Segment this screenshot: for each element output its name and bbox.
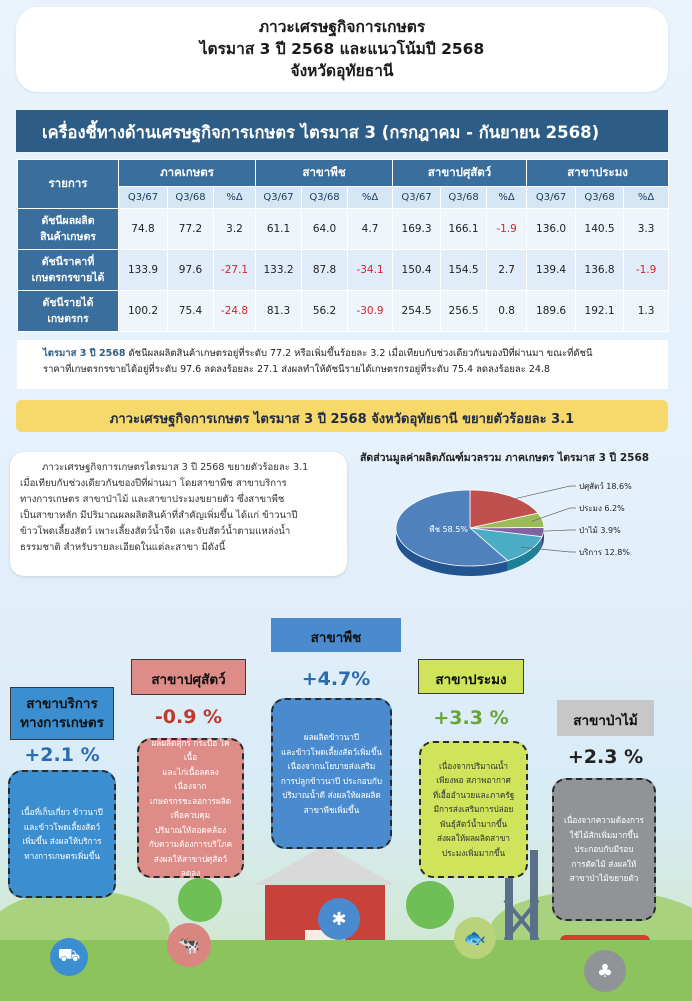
note-line-2: ราคาที่เกษตรกรขายได้อยู่ที่ระดับ 97.6 ลดลงร้อยละ 27.1 ส่งผลทำให้ดัชนีรายได้เกษตรกรอยู่ที่ระดับ 75.4 ลดลงร้อยละ 24.8 — [43, 364, 551, 375]
plant-card-line: และข้าวโพดเลี้ยงสัตว์เพิ่มขึ้น — [281, 746, 382, 757]
table-cell: 56.2 — [302, 291, 348, 332]
note-line-1: ดัชนีผลผลิตสินค้าเกษตรอยู่ที่ระดับ 77.2 หรือเพิ่มขึ้นร้อยละ 3.2 เมื่อเทียบกับช่วงเดียวกันของปีที่ผ่านมา ขณะที่ดัชนี — [125, 348, 593, 359]
pie-label: ป่าไม้ 3.9% — [579, 526, 621, 535]
livestock-card-line: เพื่อควบคุม — [170, 810, 211, 820]
table-cell: 136.8 — [576, 250, 624, 291]
table-cell: 133.2 — [256, 250, 302, 291]
plant-sector-card — [271, 698, 392, 849]
row-label — [18, 209, 119, 250]
group-header-plant: สาขาพืช — [256, 160, 393, 187]
table-cell: 77.2 — [168, 209, 214, 250]
subheader-cell: Q3/68 — [302, 187, 348, 209]
plant-sector-growth: +4.7% — [301, 668, 371, 690]
item-column-header: รายการ — [18, 160, 119, 209]
livestock-sector-growth: -0.9 % — [154, 706, 223, 728]
table-cell: 189.6 — [527, 291, 576, 332]
row-label — [18, 250, 119, 291]
note-highlight: ไตรมาส 3 ปี 2568 — [43, 348, 126, 359]
table-cell: 166.1 — [441, 209, 487, 250]
table-cell: 97.6 — [168, 250, 214, 291]
fishery-sector-label: สาขาประมง — [418, 659, 524, 694]
row-label — [18, 291, 119, 332]
service-sector-card — [8, 770, 116, 898]
summary-box — [10, 452, 347, 576]
livestock-card-line: ผลผลิตสุกร กระบือ โคเนื้อ — [151, 737, 230, 762]
cow-icon: 🐄 — [167, 923, 211, 967]
table-cell: -1.9 — [624, 250, 669, 291]
livestock-sector-card — [137, 738, 244, 878]
table-cell: -27.1 — [214, 250, 256, 291]
title-line-3: จังหวัดอุทัยธานี — [290, 62, 394, 80]
tree-icon: ♣ — [584, 950, 626, 992]
table-cell: 150.4 — [393, 250, 441, 291]
forestry-card-line: ใช้ไม้สักเพิ่มมากขึ้น — [569, 829, 639, 840]
table-cell: -1.9 — [487, 209, 527, 250]
table-cell: 2.7 — [487, 250, 527, 291]
summary-line: ธรรมชาติ สำหรับรายละเอียดในแต่ละสาขา มีดังนี้ — [20, 542, 226, 553]
fish-icon: 🐟 — [454, 917, 496, 959]
subheader-cell: %Δ — [348, 187, 393, 209]
group-header-livestock: สาขาปศุสัตว์ — [393, 160, 527, 187]
table-cell: 3.2 — [214, 209, 256, 250]
table-cell: 140.5 — [576, 209, 624, 250]
row-label-line: ดัชนีราคาที่ — [41, 256, 95, 268]
plant-card-line: ปริมาณน้ำดี ส่งผลให้ผลผลิต — [282, 790, 381, 800]
growth-banner: ภาวะเศรษฐกิจการเกษตร ไตรมาส 3 ปี 2568 จังหวัดอุทัยธานี ขยายตัวร้อยละ 3.1 — [16, 400, 668, 432]
subheader-cell: %Δ — [214, 187, 256, 209]
table-cell: -24.8 — [214, 291, 256, 332]
indicator-banner: เครื่องชี้ทางด้านเศรษฐกิจการเกษตร ไตรมาส 3 (กรกฎาคม - กันยายน 2568) — [16, 110, 668, 152]
pie-label: พืช 58.5% — [429, 525, 468, 534]
forestry-card-line: การตัดไม้ ส่งผลให้ — [571, 858, 637, 869]
fishery-sector-card — [419, 741, 528, 878]
plant-card-line: การปลูกข้าวนาปี ประกอบกับ — [280, 775, 383, 786]
pie-label: ปศุสัตว์ 18.6% — [579, 482, 632, 491]
fishery-card-line: ประมงเพิ่มมากขึ้น — [441, 847, 506, 858]
gdp-share-pie-chart — [380, 466, 680, 586]
pie-label: ประมง 6.2% — [579, 504, 625, 513]
forestry-card-line: เนื่องจากความต้องการ — [564, 815, 644, 826]
group-header-fishery: สาขาประมง — [527, 160, 669, 187]
fishery-card-line: เนื่องจากปริมาณน้ำ — [438, 760, 509, 771]
livestock-sector-label: สาขาปศุสัตว์ — [131, 659, 246, 695]
pie-label: บริการ 12.8% — [579, 548, 630, 557]
fishery-card-line: ส่งผลให้ผลผลิตสาขา — [437, 833, 510, 844]
row-label-line: ดัชนีรายได้ — [42, 297, 94, 309]
title-line-2: ไตรมาส 3 ปี 2568 และแนวโน้มปี 2568 — [199, 40, 485, 58]
subheader-cell: %Δ — [487, 187, 527, 209]
forestry-sector-growth: +2.3 % — [567, 746, 644, 768]
subheader-cell: Q3/68 — [441, 187, 487, 209]
plant-card-line: เนื่องจากนโยบายส่งเสริม — [287, 761, 376, 771]
table-cell: 139.4 — [527, 250, 576, 291]
forestry-card-line: ประกอบกับมีรอบ — [574, 844, 634, 855]
table-row — [18, 209, 669, 250]
table-cell: 100.2 — [119, 291, 168, 332]
livestock-card-line: ส่งผลให้สาขาปศุสัตว์ — [153, 853, 228, 864]
livestock-card-line: ลดลง — [180, 868, 201, 878]
subheader-cell: Q3/67 — [393, 187, 441, 209]
forestry-sector-card — [552, 778, 656, 921]
title-line-1: ภาวะเศรษฐกิจการเกษตร — [258, 18, 426, 36]
table-row — [18, 291, 669, 332]
subheader-cell: Q3/67 — [527, 187, 576, 209]
table-cell: 1.3 — [624, 291, 669, 332]
indicator-note — [17, 340, 668, 389]
livestock-card-line: เกษตรกรชะลอการผลิต — [149, 795, 232, 806]
table-cell: -30.9 — [348, 291, 393, 332]
summary-line: เป็นสาขาหลัก มีปริมาณผลผลิตสินค้าที่สำคัญเพิ่มขึ้น ได้แก่ ข้าวนาปี — [20, 510, 298, 521]
table-cell: 74.8 — [119, 209, 168, 250]
service-card-line: และข้าวโพดเลี้ยงสัตว์ — [23, 821, 101, 832]
row-label-line: เกษตรกรขายได้ — [31, 272, 105, 284]
livestock-card-line: ปริมาณให้สอดคล้อง — [154, 824, 227, 835]
table-cell: 256.5 — [441, 291, 487, 332]
service-sector-label — [10, 687, 114, 740]
group-header-agriculture: ภาคเกษตร — [119, 160, 256, 187]
service-label-line: สาขาบริการ — [26, 696, 98, 712]
table-cell: 87.8 — [302, 250, 348, 291]
table-cell: 75.4 — [168, 291, 214, 332]
wheat-icon: ✱ — [318, 898, 360, 940]
table-cell: 61.1 — [256, 209, 302, 250]
subheader-cell: Q3/67 — [119, 187, 168, 209]
table-cell: 81.3 — [256, 291, 302, 332]
service-label-line: ทางการเกษตร — [20, 715, 104, 731]
livestock-card-line: และไก่เนื้อลดลง เนื่องจาก — [162, 766, 219, 791]
table-cell: 3.3 — [624, 209, 669, 250]
subheader-cell: Q3/67 — [256, 187, 302, 209]
summary-line: ข้าวโพดเลี้ยงสัตว์ เพาะเลี้ยงสัตว์น้ำจืด และจับสัตว์น้ำตามแหล่งน้ำ — [20, 526, 291, 537]
fishery-card-line: ที่เอื้ออำนวยและภาครัฐ — [432, 789, 515, 800]
table-cell: -34.1 — [348, 250, 393, 291]
table-cell: 192.1 — [576, 291, 624, 332]
plant-card-line: สาขาพืชเพิ่มขึ้น — [303, 804, 360, 815]
plant-sector-label: สาขาพืช — [271, 618, 401, 652]
table-row — [18, 250, 669, 291]
table-cell: 64.0 — [302, 209, 348, 250]
service-sector-growth: +2.1 % — [24, 744, 100, 766]
pie-leader-line — [505, 486, 576, 501]
table-cell: 169.3 — [393, 209, 441, 250]
row-label-line: สินค้าเกษตร — [40, 231, 96, 243]
plant-card-line: ผลผลิตข้าวนาปี — [303, 732, 360, 742]
forestry-sector-label: สาขาป่าไม้ — [557, 700, 654, 736]
summary-line: ภาวะเศรษฐกิจการเกษตรไตรมาส 3 ปี 2568 ขยายตัวร้อยละ 3.1 — [42, 462, 309, 473]
livestock-card-line: กับความต้องการบริโภค — [148, 839, 233, 849]
subheader-cell: Q3/68 — [576, 187, 624, 209]
title-card — [16, 7, 668, 92]
subheader-cell: %Δ — [624, 187, 669, 209]
summary-line: เมื่อเทียบกับช่วงเดียวกันของปีที่ผ่านมา โดยสาขาพืช สาขาบริการ — [20, 478, 287, 489]
fishery-card-line: พันธุ์สัตว์น้ำมากขึ้น — [439, 818, 508, 829]
service-card-line: ทางการเกษตรเพิ่มขึ้น — [24, 850, 100, 861]
fishery-card-line: เพียงพอ สภาพอากาศ — [436, 775, 511, 786]
row-label-line: ดัชนีผลผลิต — [41, 215, 95, 227]
tractor-icon: ⛟ — [50, 938, 88, 976]
forestry-card-line: สาขาป่าไม้ขยายตัว — [569, 873, 639, 884]
service-card-line: เนื้อที่เก็บเกี่ยว ข้าวนาปี — [21, 807, 103, 817]
table-cell: 4.7 — [348, 209, 393, 250]
table-cell: 0.8 — [487, 291, 527, 332]
indicator-table — [17, 159, 669, 332]
table-cell: 254.5 — [393, 291, 441, 332]
table-cell: 133.9 — [119, 250, 168, 291]
table-cell: 154.5 — [441, 250, 487, 291]
service-card-line: เพิ่มขึ้น ส่งผลให้บริการ — [22, 836, 102, 846]
summary-line: ทางการเกษตร สาขาป่าไม้ และสาขาประมงขยายตัว ซึ่งสาขาพืช — [20, 494, 285, 505]
fishery-card-line: มีการส่งเสริมการปล่อย — [433, 804, 514, 815]
subheader-cell: Q3/68 — [168, 187, 214, 209]
row-label-line: เกษตรกร — [47, 313, 89, 325]
fishery-sector-growth: +3.3 % — [433, 707, 509, 729]
pie-title: สัดส่วนมูลค่าผลิตภัณฑ์มวลรวม ภาคเกษตร ไตรมาส 3 ปี 2568 — [360, 452, 650, 464]
table-cell: 136.0 — [527, 209, 576, 250]
